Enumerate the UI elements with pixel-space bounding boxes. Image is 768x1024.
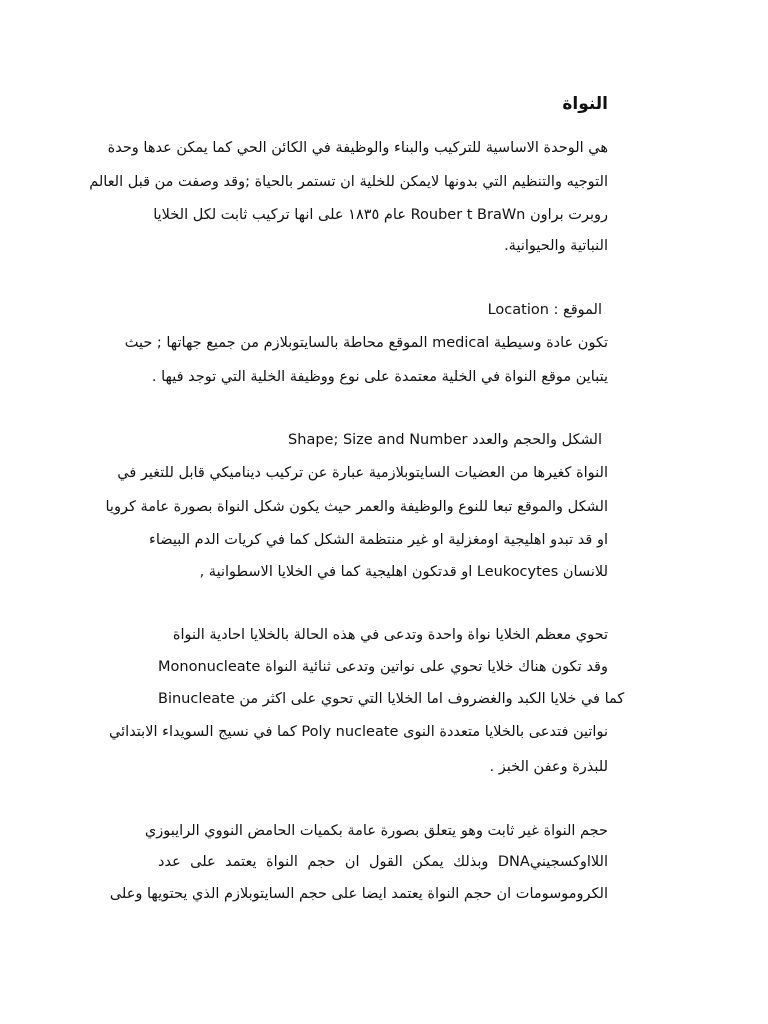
shape-heading: الشكل والحجم والعدد Shape; Size and Number [288,432,602,448]
shape-line: للانسان Leukocytes او قدتكون اهليجية كما في الخلايا الاسطوانية , [199,564,608,580]
size-line: اللااوكسجينيDNA وبذلك يمكن القول ان حجم النواة يعتمد على عدد [158,854,608,870]
location-line: يتباين موقع النواة في الخلية معتمدة على نوع ووظيفة الخلية التي توجد فيها . [151,369,608,385]
number-line: نواتين فتدعى بالخلايا متعددة النوى Poly nucleate كما في نسيج السويداء الابتدائي [109,724,608,740]
location-heading: الموقع : Location [487,302,602,318]
shape-line: او قد تبدو اهليجية اومغزلية او غير منتظمة الشكل كما في كريات الدم البيضاء [149,532,608,548]
size-line: حجم النواة غير ثابت وهو يتعلق بصورة عامة بكميات الحامض النووي الرايبوزي [144,823,608,839]
location-line: تكون عادة وسيطية medical الموقع محاطة بالسايتوبلازم من جميع جهاتها ; حيث [124,335,608,351]
number-line: تحوي معظم الخلايا نواة واحدة وتدعى في هذه الحالة بالخلايا احادية النواة [172,627,608,643]
intro-line: النباتية والحيوانية. [504,238,608,254]
number-line: للبذرة وعفن الخبز . [489,759,608,775]
number-line: Mononucleate وقد تكون هناك خلايا تحوي على نواتين وتدعى ثنائية النواة [158,659,608,675]
shape-line: النواة كغيرها من العضيات السايتوبلازمية عبارة عن تركيب ديناميكي قابل للتغير في [117,465,608,481]
intro-line: روبرت براون Rouber t BraWn عام ١٨٣٥ على انها تركيب ثابت لكل الخلايا [153,207,608,223]
size-line: الكروموسومات ان حجم النواة يعتمد ايضا على حجم السايتوبلازم الذي يحتويها وعلى [109,886,608,902]
intro-line: هي الوحدة الاساسية للتركيب والبناء والوظيفة في الكائن الحي كما يمكن عدها وحدة [107,140,608,156]
shape-line: الشكل والموقع تبعا للنوع والوظيفة والعمر حيث يكون شكل النواة بصورة عامة كرويا [105,499,608,515]
number-line: Binucleate كما في خلايا الكبد والغضروف اما الخلايا التي تحوي على اكثر من [158,691,625,707]
intro-line: التوجيه والتنظيم التي بدونها لايمكن للخلية ان تستمر بالحياة ;وقد وصفت من قبل العالم [89,174,608,190]
page-title: النواة [562,94,608,114]
